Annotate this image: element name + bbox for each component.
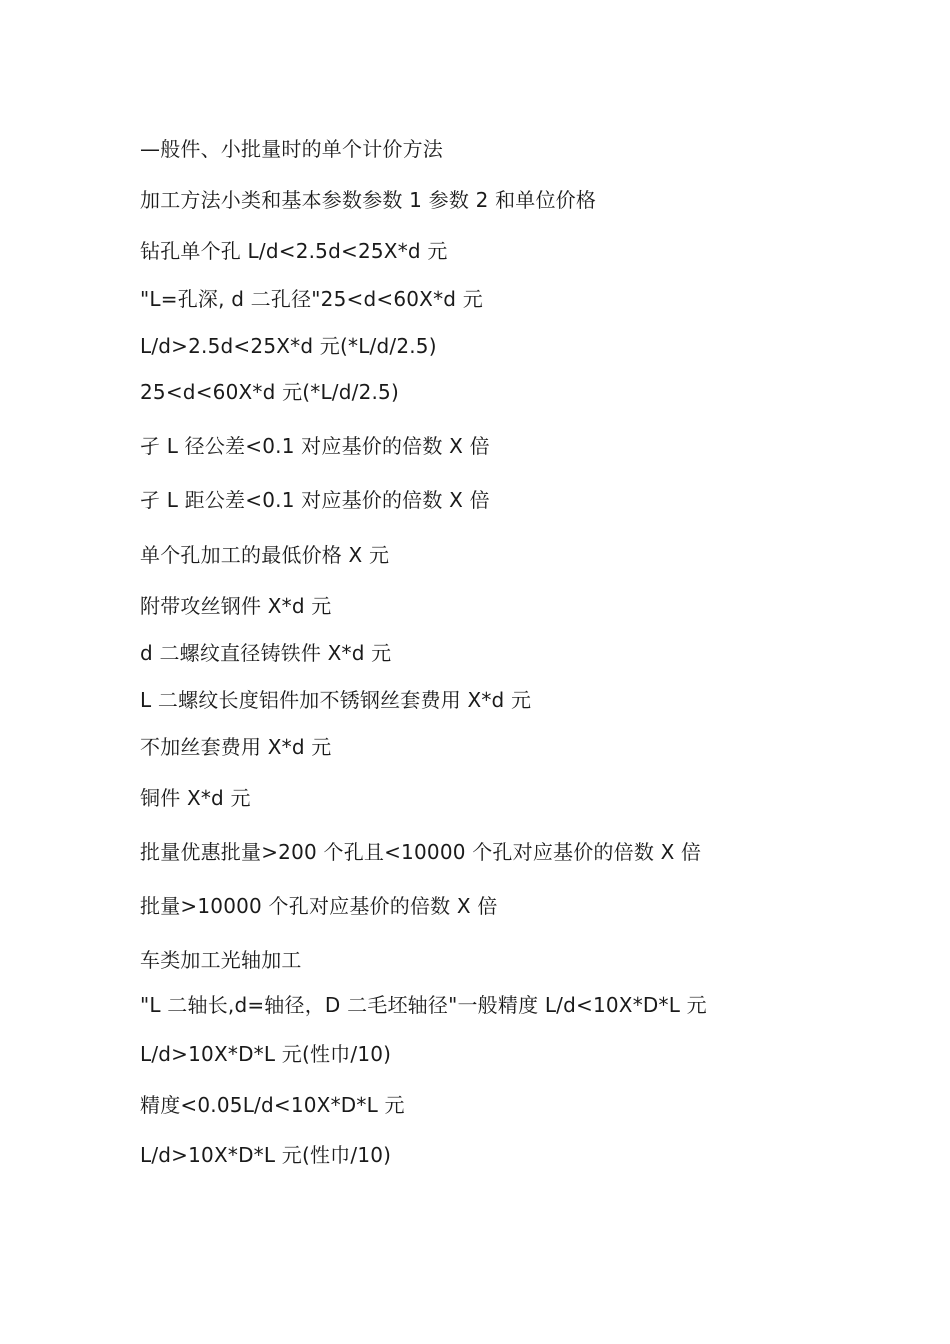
section-heading: 车类加工光轴加工 xyxy=(140,948,302,972)
text-line: 铜件 X*d 元 xyxy=(140,786,251,810)
text-line: 批量优惠批量>200 个孔且<10000 个孔对应基价的倍数 X 倍 xyxy=(140,840,702,864)
section-heading: —般件、小批量时的单个计价方法 xyxy=(140,137,443,161)
text-line: 单个孔加工的最低价格 X 元 xyxy=(140,543,390,567)
text-line: 不加丝套费用 X*d 元 xyxy=(140,735,332,759)
text-line: L 二螺纹长度铝件加不锈钢丝套费用 X*d 元 xyxy=(140,688,532,712)
text-line: "L=孔深, d 二孔径"25<d<60X*d 元 xyxy=(140,287,483,311)
text-line: L/d>10X*D*L 元(性巾/10) xyxy=(140,1143,392,1167)
text-line: 25<d<60X*d 元(*L/d/2.5) xyxy=(140,380,399,404)
text-line: "L 二轴长,d=轴径，D 二毛坯轴径"一般精度 L/d<10X*D*L 元 xyxy=(140,993,707,1017)
text-line: 附带攻丝钢件 X*d 元 xyxy=(140,594,332,618)
text-line: 精度<0.05L/d<10X*D*L 元 xyxy=(140,1093,405,1117)
table-header-line: 加工方法小类和基本参数参数 1 参数 2 和单位价格 xyxy=(140,188,597,212)
text-line: d 二螺纹直径铸铁件 X*d 元 xyxy=(140,641,392,665)
text-line: 孑 L 距公差<0.1 对应基价的倍数 X 倍 xyxy=(140,488,490,512)
text-line: 批量>10000 个孔对应基价的倍数 X 倍 xyxy=(140,894,498,918)
text-line: L/d>10X*D*L 元(性巾/10) xyxy=(140,1042,392,1066)
text-line: 钻孔单个孔 L/d<2.5d<25X*d 元 xyxy=(140,239,448,263)
text-line: L/d>2.5d<25X*d 元(*L/d/2.5) xyxy=(140,334,437,358)
text-line: 孑 L 径公差<0.1 对应基价的倍数 X 倍 xyxy=(140,434,490,458)
